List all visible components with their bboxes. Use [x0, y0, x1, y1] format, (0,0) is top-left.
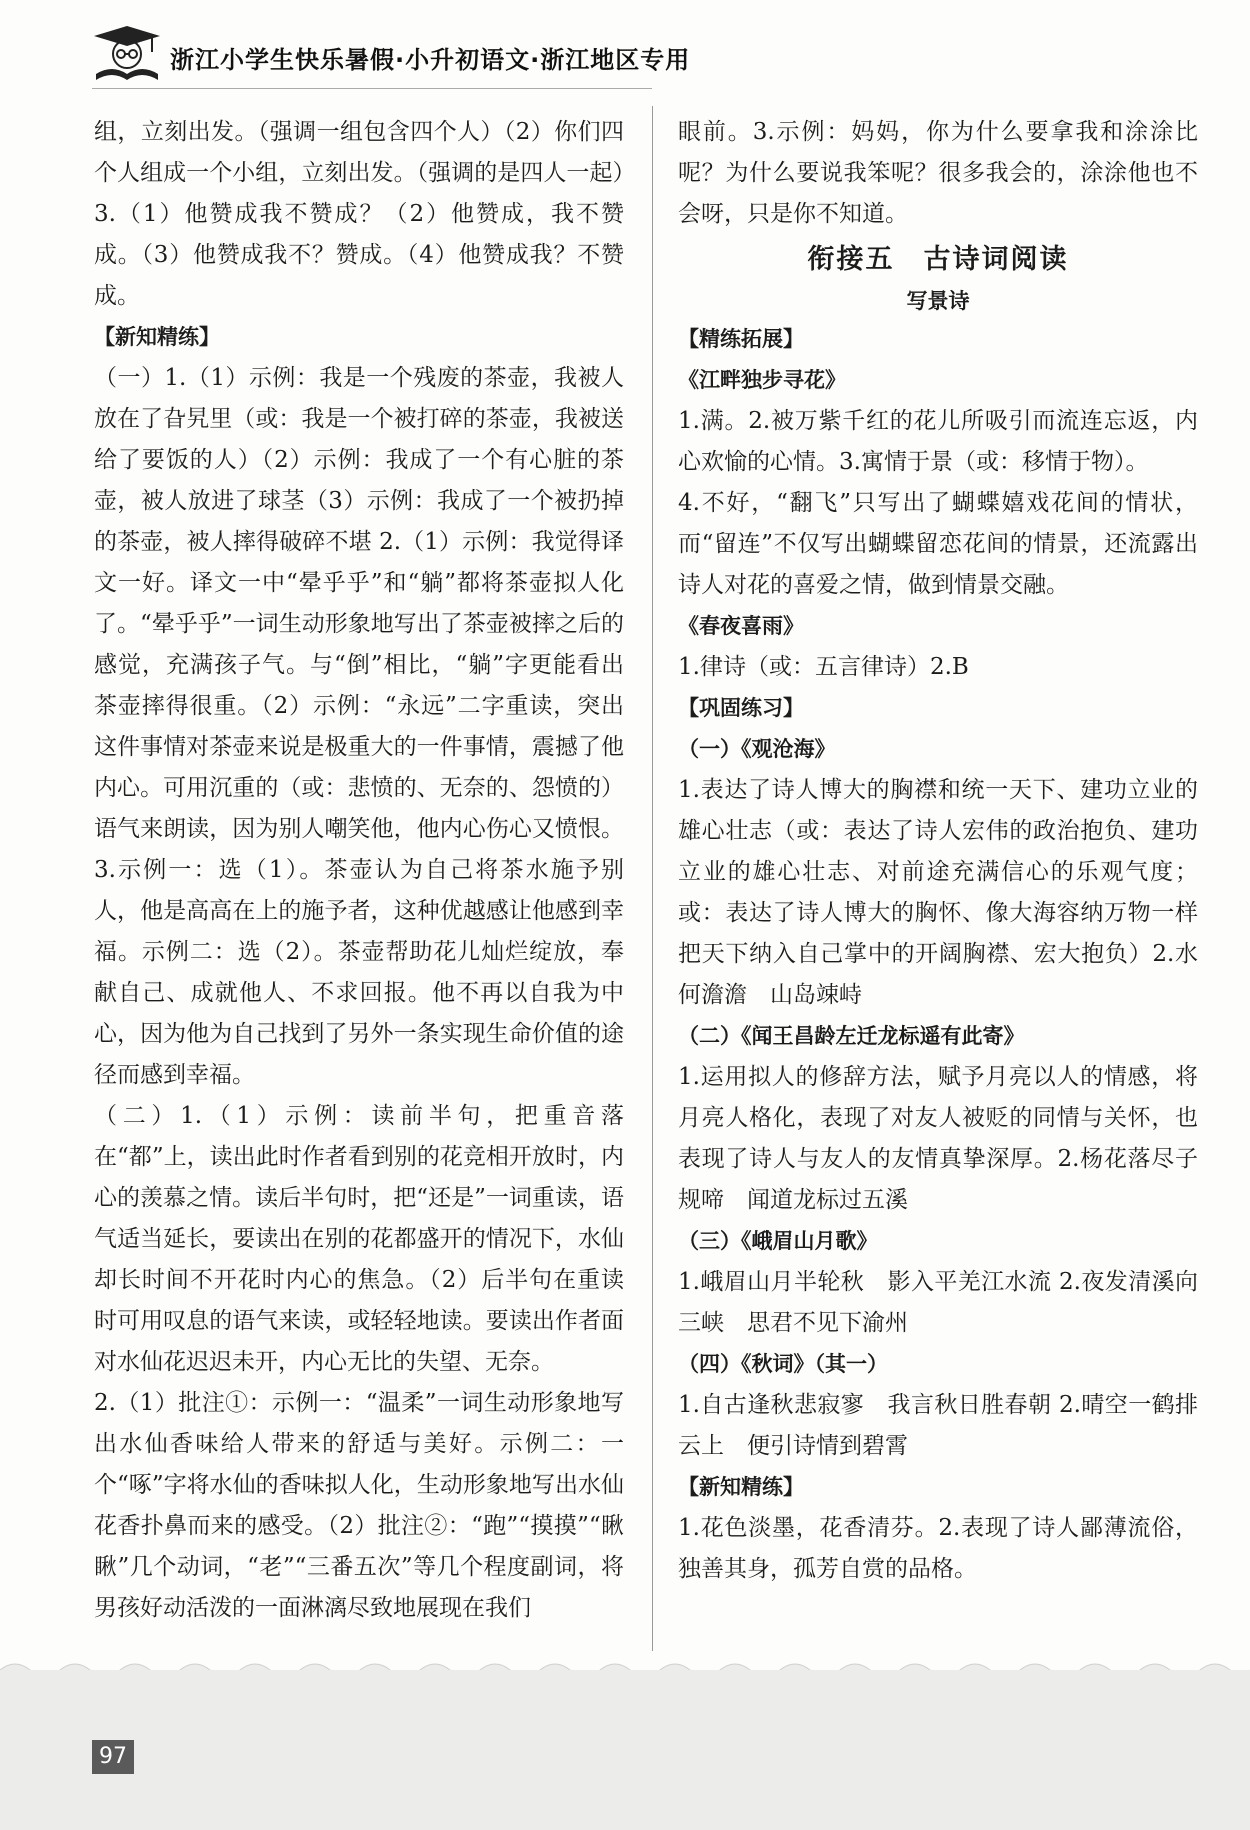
section-heading: 【新知精练】	[94, 325, 220, 349]
right-paragraph: 1.满。2.被万紫千红的花儿所吸引而流连忘返，内心欢愉的心情。3.寓情于景（或：移情于物）。	[678, 408, 1198, 475]
right-paragraph: 4.不好，“翻飞”只写出了蝴蝶嬉戏花间的情状，而“留连”不仅写出蝴蝶留恋花间的情景，还流露出诗人对花的喜爱之情，做到情景交融。	[678, 490, 1198, 598]
page-footer	[0, 1670, 1250, 1830]
student-reading-logo-icon	[92, 24, 162, 82]
poem-heading: （一）《观沧海》	[678, 737, 836, 761]
right-paragraph: 1.峨眉山月半轮秋 影入平羌江水流 2.夜发清溪向三峡 思君不见下渝州	[678, 1269, 1198, 1336]
left-paragraph: 2.（1）批注①：示例一：“温柔”一词生动形象地写出水仙香味给人带来的舒适与美好。示例二：一个“啄”字将水仙的香味拟人化，生动形象地写出水仙花香扑鼻而来的感受。（2）批注②：“跑”“摸摸”“瞅瞅”几个动词，“老”“三番五次”等几个程度副词，将男孩好动活泼的一面淋漓尽致地展现在我们	[94, 1390, 624, 1621]
poem-heading: 《江畔独步寻花》	[678, 368, 846, 392]
column-divider	[652, 106, 653, 1651]
left-paragraph: 组，立刻出发。（强调一组包含四个人）（2）你们四个人组成一个小组，立刻出发。（强调的是四人一起）3.（1）他赞成我不赞成？（2）他赞成，我不赞成。（3）他赞成我不？赞成。（4）他赞成我？不赞成。	[94, 119, 624, 309]
section-title: 衔接五 古诗词阅读	[807, 244, 1069, 275]
right-column	[678, 112, 1198, 1590]
section-heading: 【巩固练习】	[678, 696, 804, 720]
page-header	[92, 18, 1192, 88]
right-paragraph: 1.花色淡墨，花香清芬。2.表现了诗人鄙薄流俗，独善其身，孤芳自赏的品格。	[678, 1515, 1198, 1582]
section-subtitle: 写景诗	[906, 288, 970, 313]
left-column	[94, 112, 624, 1629]
section-heading: 【精练拓展】	[678, 327, 804, 351]
left-paragraph: （一）1.（1）示例：我是一个残废的茶壶，我被人放在了旮旯里（或：我是一个被打碎的茶壶，我被送给了要饭的人）（2）示例：我成了一个有心脏的茶壶，被人放进了球茎（3）示例：我成了一个被扔掉的茶壶，被人摔得破碎不堪 2.（1）示例：我觉得译文一好。译文一中“晕乎乎”和“躺”都将茶壶拟人化了。“晕乎乎”一词生动形象地写出了茶壶被摔之后的感觉，充满孩子气。与“倒”相比，“躺”字更能看出茶壶摔得很重。（2）示例：“永远”二字重读，突出这件事情对茶壶来说是极重大的一件事情，震撼了他内心。可用沉重的（或：悲愤的、无奈的、怨愤的）语气来朗读，因为别人嘲笑他，他内心伤心又愤恨。3.示例一：选（1）。茶壶认为自己将茶水施予别人，他是高高在上的施予者，这种优越感让他感到幸福。示例二：选（2）。茶壶帮助花儿灿烂绽放，奉献自己、成就他人、不求回报。他不再以自我为中心，因为他为自己找到了另外一条实现生命价值的途径而感到幸福。	[94, 365, 624, 1088]
header-title: 浙江小学生快乐暑假·小升初语文·浙江地区专用	[170, 46, 691, 74]
right-paragraph: 1.自古逢秋悲寂寥 我言秋日胜春朝 2.晴空一鹤排云上 便引诗情到碧霄	[678, 1392, 1198, 1459]
left-paragraph: （二）1.（1）示例：读前半句，把重音落在“都”上，读出此时作者看到别的花竞相开放时，内心的羡慕之情。读后半句时，把“还是”一词重读，语气适当延长，要读出在别的花都盛开的情况下，水仙却长时间不开花时内心的焦急。（2）后半句在重读时可用叹息的语气来读，或轻轻地读。要读出作者面对水仙花迟迟未开，内心无比的失望、无奈。	[94, 1103, 624, 1375]
right-paragraph: 眼前。3.示例：妈妈，你为什么要拿我和涂涂比呢？为什么要说我笨呢？很多我会的，涂涂他也不会呀，只是你不知道。	[678, 119, 1198, 227]
poem-heading: （二）《闻王昌龄左迁龙标遥有此寄》	[678, 1024, 1025, 1048]
header-rule	[92, 88, 652, 89]
right-paragraph: 1.律诗（或：五言律诗）2.B	[678, 654, 969, 680]
right-paragraph: 1.表达了诗人博大的胸襟和统一天下、建功立业的雄心壮志（或：表达了诗人宏伟的政治抱负、建功立业的雄心壮志、对前途充满信心的乐观气度；或：表达了诗人博大的胸怀、像大海容纳万物一样把天下纳入自己掌中的开阔胸襟、宏大抱负）2.水何澹澹 山岛竦峙	[678, 777, 1198, 1008]
poem-heading: （四）《秋词》（其一）	[678, 1352, 888, 1376]
section-heading: 【新知精练】	[678, 1475, 804, 1499]
poem-heading: （三）《峨眉山月歌》	[678, 1229, 878, 1253]
poem-heading: 《春夜喜雨》	[678, 614, 804, 638]
page-number: 97	[92, 1740, 134, 1774]
right-paragraph: 1.运用拟人的修辞方法，赋予月亮以人的情感，将月亮人格化，表现了对友人被贬的同情与关怀，也表现了诗人与友人的友情真挚深厚。2.杨花落尽子规啼 闻道龙标过五溪	[678, 1064, 1198, 1213]
